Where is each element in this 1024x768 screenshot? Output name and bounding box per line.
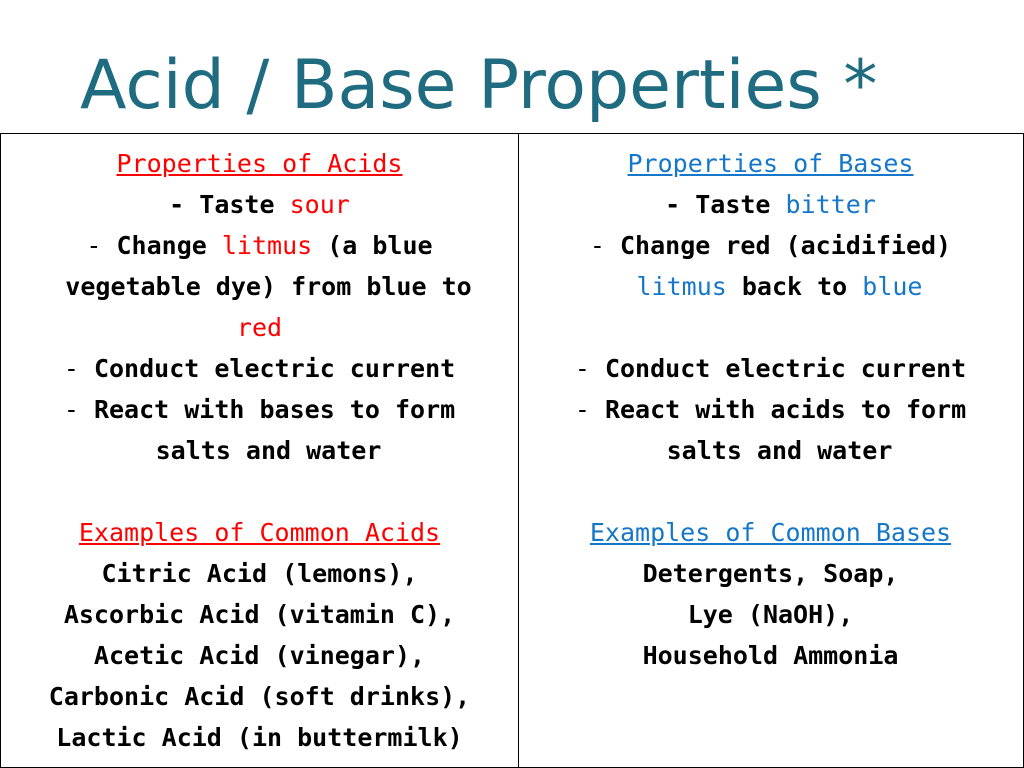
acids-conduct-dash: -	[63, 354, 94, 383]
bases-spacer-2	[519, 471, 1022, 512]
acids-litmus-pre: Change	[116, 231, 222, 260]
bases-blue-word: blue	[862, 272, 923, 301]
bases-change-line2	[519, 266, 1022, 307]
acids-heading-line	[1, 143, 518, 184]
acids-taste-label: - Taste	[169, 190, 290, 219]
acids-example-item: Carbonic Acid (soft drinks),	[48, 682, 471, 711]
acids-taste-word: sour	[289, 190, 350, 219]
acids-litmus-word: litmus	[221, 231, 313, 260]
bases-change-text: Change red (acidified)	[619, 231, 952, 260]
bases-taste-label: - Taste	[665, 190, 786, 219]
acids-react-line2: salts and water	[155, 436, 382, 465]
acids-conduct	[1, 348, 518, 389]
acids-column	[1, 134, 519, 767]
acids-litmus-line2: vegetable dye) from blue to	[65, 272, 472, 301]
bases-conduct-dash: -	[574, 354, 605, 383]
acids-litmus-dash: -	[86, 231, 117, 260]
acids-example-item: Lactic Acid (in buttermilk)	[56, 723, 463, 752]
acids-litmus-post: (a blue	[312, 231, 433, 260]
acids-examples-heading-line	[1, 512, 518, 553]
bases-examples-heading: Examples of Common Bases	[589, 518, 952, 547]
acids-example-item: Acetic Acid (vinegar),	[93, 641, 426, 670]
bases-react	[519, 389, 1022, 430]
bases-change	[519, 225, 1022, 266]
bases-example-item: Lye (NaOH),	[687, 600, 854, 629]
bases-change-dash: -	[589, 231, 620, 260]
acids-example-item: Citric Acid (lemons),	[101, 559, 418, 588]
bases-react-line2: salts and water	[666, 436, 893, 465]
acids-react-dash: -	[63, 395, 94, 424]
bases-conduct-text: Conduct electric current	[604, 354, 967, 383]
acids-taste	[1, 184, 518, 225]
bases-taste	[519, 184, 1022, 225]
bases-heading: Properties of Bases	[627, 149, 914, 178]
bases-spacer-1	[519, 307, 1022, 348]
bases-taste-word: bitter	[785, 190, 876, 219]
bases-column	[519, 134, 1022, 767]
acids-react-text: React with bases to form	[93, 395, 456, 424]
bases-litmus-word: litmus	[636, 272, 727, 301]
acids-react	[1, 389, 518, 430]
slide-title: Acid / Base Properties *	[80, 46, 878, 125]
bases-react-text: React with acids to form	[604, 395, 967, 424]
bases-example-item: Household Ammonia	[642, 641, 899, 670]
bases-example-item: Detergents, Soap,	[642, 559, 899, 588]
acids-litmus	[1, 225, 518, 266]
acids-heading: Properties of Acids	[116, 149, 403, 178]
acids-examples-heading: Examples of Common Acids	[78, 518, 441, 547]
acids-spacer	[1, 471, 518, 512]
bases-examples-heading-line	[519, 512, 1022, 553]
acids-litmus-red: red	[236, 313, 283, 342]
bases-conduct	[519, 348, 1022, 389]
acids-example-item: Ascorbic Acid (vitamin C),	[63, 600, 456, 629]
comparison-table	[0, 133, 1024, 768]
bases-heading-line	[519, 143, 1022, 184]
acids-litmus-line3	[1, 307, 518, 348]
acids-conduct-text: Conduct electric current	[93, 354, 456, 383]
bases-react-dash: -	[574, 395, 605, 424]
bases-back-to: back to	[726, 272, 863, 301]
